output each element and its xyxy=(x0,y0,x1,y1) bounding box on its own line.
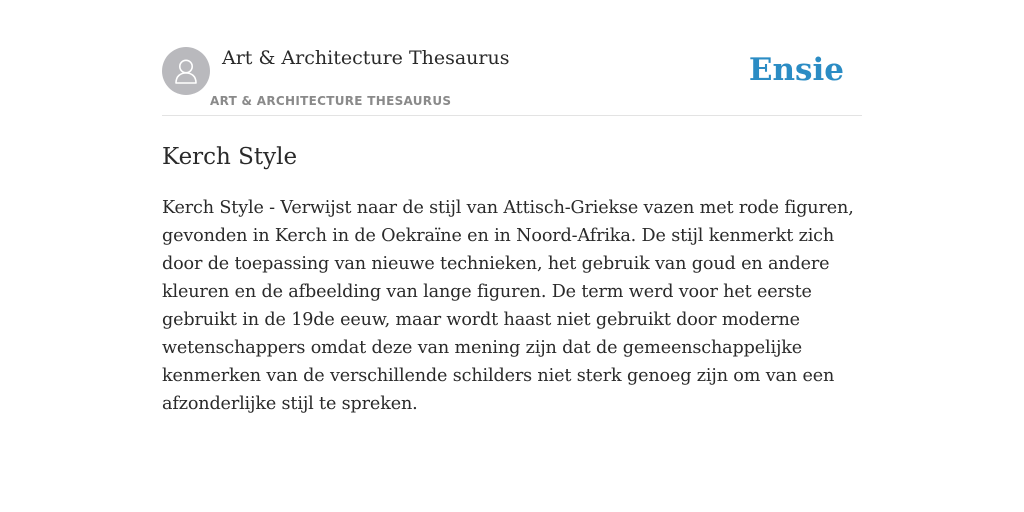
user-icon xyxy=(162,47,210,95)
entry-definition: Kerch Style - Verwijst naar de stijl van Attisch-Griekse vazen met rode figuren, gevonden in Kerch in de Oekraïne en in Noord-Afrika. De stijl kenmerkt zich door de toepassing van nieuwe technieken, het gebruik van goud en andere kleuren en de afbeelding van lange figuren. De term werd voor het eerste gebruikt in de 19de eeuw, maar wordt haast niet gebruikt door moderne wetenschappers omdat deze van mening zijn dat de gemeenschappelijke kenmerken van de verschillende schilders niet sterk genoeg zijn om van een afzonderlijke stijl te spreken. xyxy=(162,198,854,414)
definition-card xyxy=(162,46,862,418)
entry-title: Kerch Style xyxy=(162,144,298,170)
source-label[interactable]: ART & ARCHITECTURE THESAURUS xyxy=(210,94,452,108)
author-avatar[interactable] xyxy=(162,47,210,95)
author-name[interactable]: Art & Architecture Thesaurus xyxy=(222,47,510,69)
ensie-logo[interactable]: Ensie xyxy=(748,52,844,88)
entry-header xyxy=(162,46,862,116)
